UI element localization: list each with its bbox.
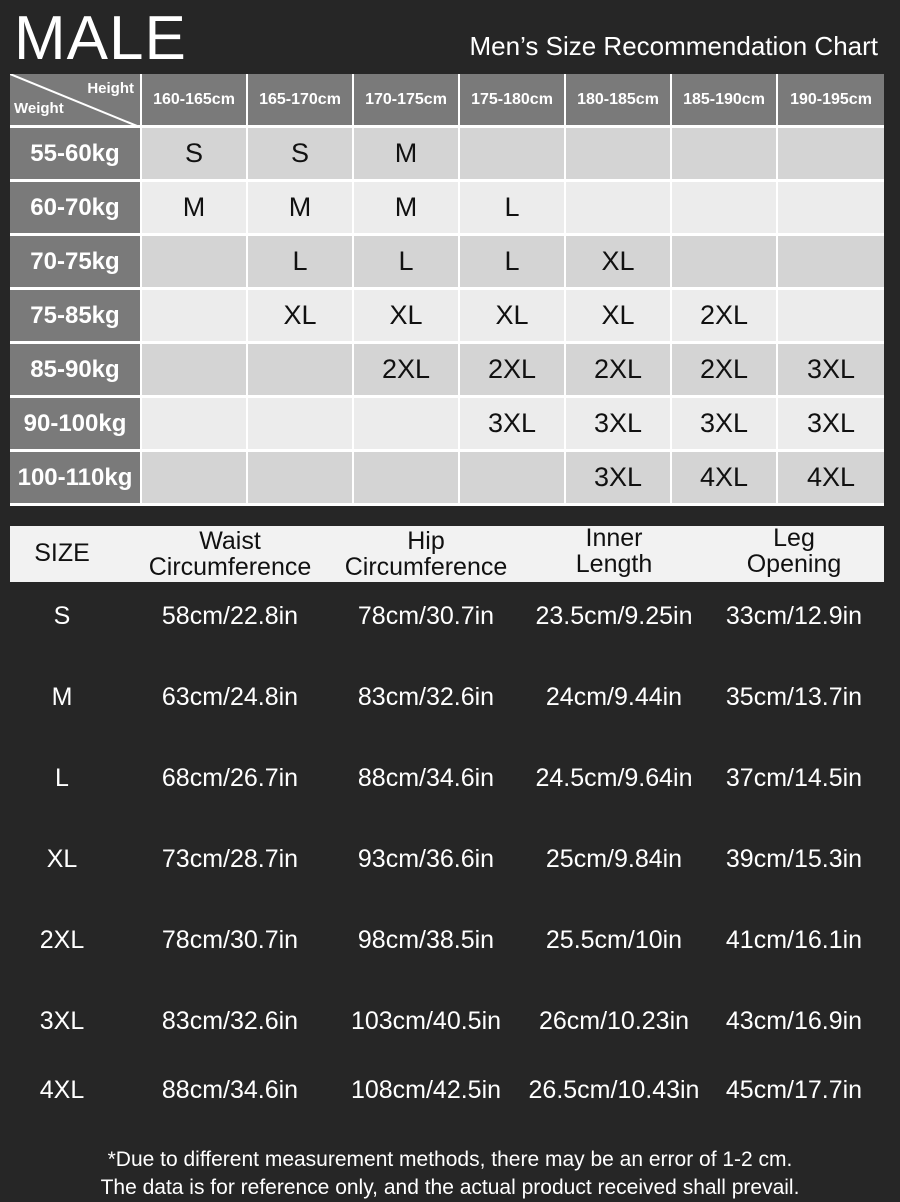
hip-value: 103cm/40.5in — [350, 1007, 502, 1035]
inner-length-value: 24.5cm/9.64in — [535, 764, 693, 792]
size-cell — [248, 344, 354, 398]
inner-col-header-line1: Inner — [585, 524, 643, 552]
waist-value: 58cm/22.8in — [161, 602, 299, 630]
size-col-header: SIZE — [34, 539, 90, 567]
hip-value: 88cm/34.6in — [357, 764, 495, 792]
size-cell: 2XL — [672, 344, 778, 398]
waist-value: 68cm/26.7in — [161, 764, 299, 792]
size-value: L — [55, 764, 69, 792]
size-value: 3XL — [39, 1007, 85, 1035]
weight-row-label: 90-100kg — [10, 398, 142, 452]
measurement-row — [10, 920, 884, 960]
waist-value: 73cm/28.7in — [161, 845, 299, 873]
weight-row — [10, 182, 884, 236]
size-cell — [778, 128, 884, 182]
size-cell: M — [354, 182, 460, 236]
waist-value: 83cm/32.6in — [161, 1007, 299, 1035]
size-cell — [778, 182, 884, 236]
height-col-header: 185-190cm — [672, 74, 778, 128]
leg-col-header-line1: Leg — [773, 524, 815, 552]
weight-row — [10, 290, 884, 344]
size-cell: 3XL — [566, 398, 672, 452]
size-cell: XL — [354, 290, 460, 344]
weight-row — [10, 236, 884, 290]
footnote — [0, 1146, 900, 1202]
page-subtitle: Men’s Size Recommendation Chart — [469, 31, 878, 61]
size-cell: 2XL — [672, 290, 778, 344]
height-col-header: 175-180cm — [460, 74, 566, 128]
size-cell: XL — [248, 290, 354, 344]
measurement-header — [10, 526, 884, 582]
weight-row — [10, 344, 884, 398]
size-cell: S — [142, 128, 248, 182]
size-cell: 3XL — [778, 344, 884, 398]
weight-row — [10, 452, 884, 506]
measurement-row — [10, 1070, 884, 1110]
weight-row-label: 55-60kg — [10, 128, 142, 182]
waist-value: 63cm/24.8in — [161, 683, 299, 711]
weight-axis-label: Weight — [14, 100, 64, 117]
size-cell — [672, 128, 778, 182]
size-value: 4XL — [39, 1076, 85, 1104]
inner-length-value: 25cm/9.84in — [545, 845, 683, 873]
size-cell: 3XL — [672, 398, 778, 452]
weight-row — [10, 398, 884, 452]
hip-value: 78cm/30.7in — [357, 602, 495, 630]
weight-row-label: 100-110kg — [10, 452, 142, 506]
page-title: MALE — [14, 4, 187, 73]
size-cell: 3XL — [566, 452, 672, 506]
size-cell — [672, 182, 778, 236]
size-cell — [142, 398, 248, 452]
leg-col-header-line2: Opening — [746, 550, 842, 578]
hip-value: 93cm/36.6in — [357, 845, 495, 873]
leg-opening-value: 37cm/14.5in — [725, 764, 863, 792]
size-cell: L — [460, 182, 566, 236]
hip-value: 108cm/42.5in — [350, 1076, 502, 1104]
size-cell — [248, 452, 354, 506]
size-cell — [142, 236, 248, 290]
weight-row-label: 60-70kg — [10, 182, 142, 236]
size-cell — [142, 452, 248, 506]
size-cell: 2XL — [566, 344, 672, 398]
size-cell — [778, 236, 884, 290]
size-cell: 2XL — [460, 344, 566, 398]
measurement-row — [10, 1001, 884, 1041]
waist-col-header-line1: Waist — [199, 527, 261, 555]
inner-length-value: 25.5cm/10in — [545, 926, 683, 954]
size-value: M — [51, 683, 73, 711]
footnote-line1: *Due to different measurement methods, there may be an error of 1-2 cm. — [107, 1148, 793, 1171]
size-cell — [778, 290, 884, 344]
size-cell: 2XL — [354, 344, 460, 398]
size-cell: L — [460, 236, 566, 290]
size-cell — [142, 290, 248, 344]
weight-row-label: 75-85kg — [10, 290, 142, 344]
leg-opening-value: 45cm/17.7in — [725, 1076, 863, 1104]
leg-opening-value: 41cm/16.1in — [725, 926, 863, 954]
size-cell — [566, 182, 672, 236]
inner-length-value: 24cm/9.44in — [545, 683, 683, 711]
inner-col-header-line2: Length — [575, 550, 653, 578]
size-cell — [566, 128, 672, 182]
measurement-row — [10, 677, 884, 717]
height-col-header: 165-170cm — [248, 74, 354, 128]
footnote-line2: The data is for reference only, and the actual product received shall prevail. — [100, 1176, 800, 1199]
size-cell: XL — [460, 290, 566, 344]
height-col-header: 180-185cm — [566, 74, 672, 128]
size-value: S — [53, 602, 71, 630]
leg-opening-value: 35cm/13.7in — [725, 683, 863, 711]
size-cell: 4XL — [778, 452, 884, 506]
size-value: 2XL — [39, 926, 85, 954]
height-header-row — [10, 74, 884, 128]
leg-opening-value: 33cm/12.9in — [725, 602, 863, 630]
height-col-header: 160-165cm — [142, 74, 248, 128]
size-cell — [248, 398, 354, 452]
size-cell: 3XL — [460, 398, 566, 452]
corner-cell — [10, 74, 142, 128]
size-cell: L — [354, 236, 460, 290]
size-cell: XL — [566, 290, 672, 344]
size-cell — [354, 398, 460, 452]
waist-value: 78cm/30.7in — [161, 926, 299, 954]
size-cell — [354, 452, 460, 506]
size-cell: L — [248, 236, 354, 290]
size-cell: XL — [566, 236, 672, 290]
inner-length-value: 26.5cm/10.43in — [528, 1076, 700, 1104]
inner-length-value: 23.5cm/9.25in — [535, 602, 693, 630]
size-cell — [460, 128, 566, 182]
inner-length-value: 26cm/10.23in — [538, 1007, 690, 1035]
size-cell: 4XL — [672, 452, 778, 506]
leg-opening-value: 43cm/16.9in — [725, 1007, 863, 1035]
measurement-row — [10, 839, 884, 879]
size-recommendation-table — [10, 74, 884, 508]
leg-opening-value: 39cm/15.3in — [725, 845, 863, 873]
measurement-row — [10, 758, 884, 798]
size-cell: S — [248, 128, 354, 182]
waist-col-header-line2: Circumference — [148, 553, 312, 581]
height-col-header: 190-195cm — [778, 74, 884, 128]
size-value: XL — [46, 845, 78, 873]
size-cell: 3XL — [778, 398, 884, 452]
size-cell: M — [354, 128, 460, 182]
height-axis-label: Height — [87, 80, 134, 97]
size-cell: M — [248, 182, 354, 236]
hip-value: 98cm/38.5in — [357, 926, 495, 954]
size-cell — [672, 236, 778, 290]
size-cell — [142, 344, 248, 398]
hip-col-header-line1: Hip — [407, 527, 445, 555]
measurement-row — [10, 596, 884, 636]
size-cell: M — [142, 182, 248, 236]
height-col-header: 170-175cm — [354, 74, 460, 128]
waist-value: 88cm/34.6in — [161, 1076, 299, 1104]
size-cell — [460, 452, 566, 506]
weight-row-label: 85-90kg — [10, 344, 142, 398]
weight-row — [10, 128, 884, 182]
weight-row-label: 70-75kg — [10, 236, 142, 290]
hip-value: 83cm/32.6in — [357, 683, 495, 711]
hip-col-header-line2: Circumference — [344, 553, 508, 581]
